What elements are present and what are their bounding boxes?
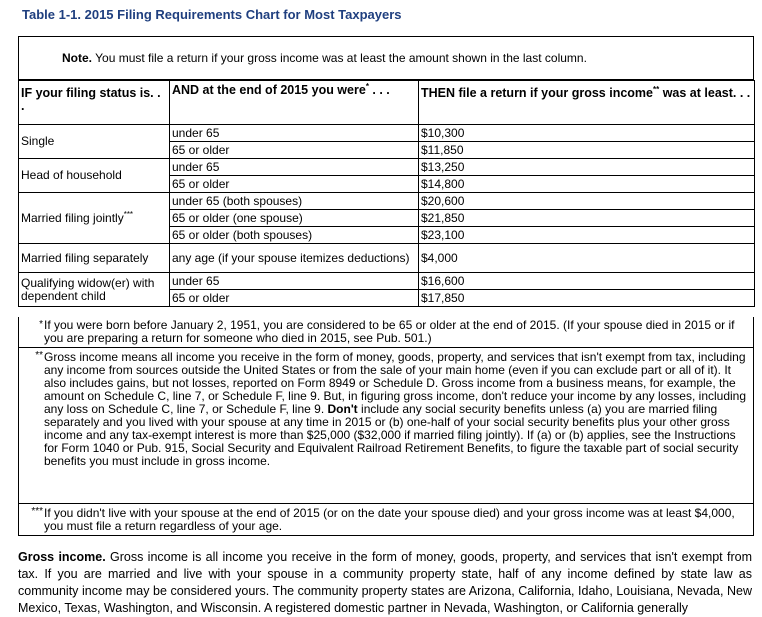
status-single: Single [19,125,170,159]
amount-cell: $16,600 [419,273,755,290]
status-married-filing-separately: Married filing separately [19,244,170,273]
table-row [19,125,755,142]
footnote-2 [18,348,754,504]
age-cell: under 65 [170,273,419,290]
table-row [19,159,755,176]
amount-cell: $11,850 [419,142,755,159]
age-cell: any age (if your spouse itemizes deductions) [170,244,419,273]
amount-cell: $14,800 [419,176,755,193]
status-qualifying-widower: Qualifying widow(er) with dependent child [19,273,170,307]
age-cell: 65 or older (one spouse) [170,210,419,227]
amount-cell: $23,100 [419,227,755,244]
table-row [19,273,755,290]
header-row [19,81,755,125]
amount-cell: $13,250 [419,159,755,176]
note-box [18,36,754,80]
age-cell: under 65 [170,125,419,142]
status-head-of-household: Head of household [19,159,170,193]
filing-requirements-table [18,80,755,307]
amount-cell: $10,300 [419,125,755,142]
footnote-2-mark: ** [35,350,43,361]
amount-cell: $17,850 [419,290,755,307]
table-row [19,193,755,210]
note-label: Note. [62,51,92,65]
gross-income-paragraph [18,549,752,617]
footnote-3-mark: *** [31,506,43,517]
age-cell: 65 or older [170,142,419,159]
table-title: Table 1-1. 2015 Filing Requirements Chart for Most Taxpayers [22,7,402,22]
paragraph-heading: Gross income. [18,550,106,564]
age-cell: 65 or older (both spouses) [170,227,419,244]
footnote-1-mark: * [39,319,43,330]
age-cell: 65 or older [170,290,419,307]
footnote-1 [18,317,754,348]
amount-cell: $20,600 [419,193,755,210]
amount-cell: $4,000 [419,244,755,273]
age-cell: 65 or older [170,176,419,193]
amount-cell: $21,850 [419,210,755,227]
footnote-1-text: If you were born before January 2, 1951, you are considered to be 65 or older at the end of 2015. (If your spouse died in 2015 or if you are preparing a return for someone who died in 2015, see Pub. 501.) [44,318,735,345]
age-cell: under 65 (both spouses) [170,193,419,210]
header-gross-income: THEN file a return if your gross income** was at least. . . [419,81,755,125]
footnote-2-text: Gross income means all income you receive in the form of money, goods, property, and services that isn't exempt from tax, including any income from sources outside the United States or from the sale of your main home (even if you can exclude part or all of it). It also includes gains, but not losses, reported on Form 8949 or Schedule D. Gross income from a business means, for example, the amount on Schedule C, line 7, or Schedule F, line 9. But, in figuring gross income, don't reduce your income by any losses, including any loss on Schedule C, line 7, or Schedule F, line 9. Don't include any social security benefits unless (a) you are married filing separately and you lived with your spouse at any time in 2015 or (b) one-half of your social security benefits plus your other gross income and any tax-exempt interest is more than $25,000 ($32,000 if married filing jointly). If (a) or (b) applies, see the Instructions for Form 1040 or Pub. 915, Social Security and Equivalent Railroad Retirement Benefits, to figure the taxable part of social security benefits you must include in gross income. [44,350,747,468]
header-filing-status: IF your filing status is. . . [19,81,170,125]
status-married-filing-jointly: Married filing jointly*** [19,193,170,244]
note [62,51,587,65]
header-age: AND at the end of 2015 you were* . . . [170,81,419,125]
age-cell: under 65 [170,159,419,176]
footnote-3-text: If you didn't live with your spouse at the end of 2015 (or on the date your spouse died) and your gross income was at least $4,000, you must file a return regardless of your age. [44,506,735,533]
footnote-3 [18,504,754,536]
table-row [19,244,755,273]
note-text: You must file a return if your gross income was at least the amount shown in the last column. [92,51,587,65]
paragraph-text: Gross income is all income you receive in the form of money, goods, property, and services that isn't exempt from tax. If you are married and live with your spouse in a community property state, half of any income defined by state law as community income may be considered yours. The community property states are Arizona, California, Idaho, Louisiana, Nevada, New Mexico, Texas, Washington, and Wisconsin. A registered domestic partner in Nevada, Washington, or California generally [18,550,752,615]
